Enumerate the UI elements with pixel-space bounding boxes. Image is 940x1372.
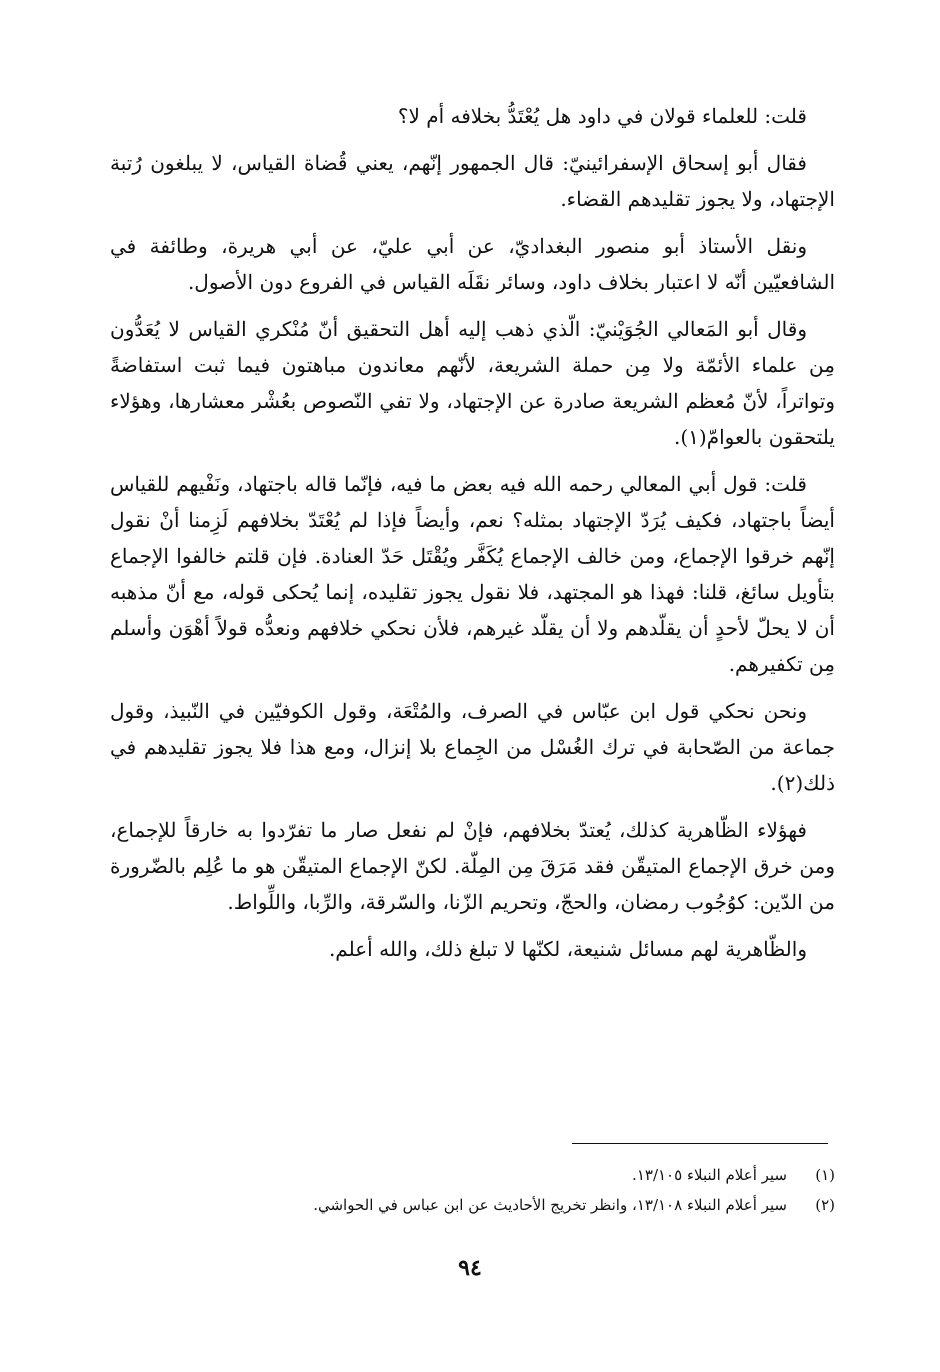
paragraph: قلت: قول أبي المعالي رحمه الله فيه بعض ما فيه، فإنّما قاله باجتهاد، ونَفْيهم للقياس أيضاً باجتهاد، فكيف يُرَدّ الإجتهاد بمثله؟ نعم، وأيضاً فإذا لم يُعْتَدّ بخلافهم لَزِمنا أنْ نقول إنّهم خرقوا الإجماع، ومن خالف الإجماع يُكَفَّر ويُقْتَل حَدّ العنادة. فإن قلتم خالفوا الإجماع بتأويل سائغ، قلنا: فهذا هو المجتهد، فلا نقول يجوز تقليده، إنما يُحكى قوله، مع أنّ مذهبه أن لا يحلّ لأحدٍ أن يقلّدهم ولا أن يقلّد غيرهم، فلأن نحكي خلافهم ونعدُّه قولاً أهْوَن وأسلم مِن تكفيرهم. — [110, 472, 835, 676]
footnote-number: (٢) — [815, 1196, 835, 1214]
paragraph: ونقل الأستاذ أبو منصور البغداديّ، عن أبي عليّ، عن أبي هريرة، وطائفة في الشافعيّين أنّه لا اعتبار بخلاف داود، وسائر نقَلَه القياس في الفروع دون الأصول. — [110, 234, 835, 294]
paragraph: قلت: للعلماء قولان في داود هل يُعْتَدُّ بخلافه أم لا؟ — [397, 104, 807, 128]
footnote-item — [110, 1160, 835, 1190]
paragraph: ونحن نحكي قول ابن عبّاس في الصرف، والمُتْعَة، وقول الكوفيّين في النّبيذ، وقول جماعة من الصّحابة في ترك الغُسْل من الجِماع بلا إنزال، ومع هذا فلا يجوز تقليدهم في ذلك(٢). — [110, 699, 835, 795]
footnotes — [110, 1160, 835, 1220]
paragraph: فقال أبو إسحاق الإسفرائينيّ: قال الجمهور إنّهم، يعني قُضاة القياس، لا يبلغون رُتبة الإجتهاد، ولا يجوز تقليدهم القضاء. — [110, 151, 835, 211]
paragraph: فهؤلاء الظّاهرية كذلك، يُعتدّ بخلافهم، فإنْ لم نفعل صار ما تفرّدوا به خارقاً للإجماع، ومن خرق الإجماع المتيقّن فقد مَرَقَ مِن المِلّة. لكنّ الإجماع المتيقّن هو ما عُلِم بالضّرورة من الدّين: كوُجُوب رمضان، والحجّ، وتحريم الزّنا، والسّرقة، والرِّبا، واللِّواط. — [110, 818, 835, 914]
footnote-number: (١) — [815, 1166, 835, 1184]
footnote-separator — [572, 1143, 828, 1144]
paragraph: وقال أبو المَعالي الجُوَيْنيّ: الّذي ذهب إليه أهل التحقيق أنّ مُنْكري القياس لا يُعَدُّون مِن علماء الأئمّة ولا مِن حملة الشريعة، لأنّهم معاندون مباهتون فيما ثبت استفاضةً وتواتراً، لأنّ مُعظم الشريعة صادرة عن الإجتهاد، ولا تفي النّصوص بعُشْر معشارها، وهؤلاء يلتحقون بالعوامّ(١). — [110, 317, 835, 449]
page-number: ٩٤ — [458, 1255, 482, 1281]
footnote-text: سير أعلام النبلاء ١٣/١٠٨، وانظر تخريج الأحاديث عن ابن عباس في الحواشي. — [313, 1196, 787, 1214]
body-text — [110, 98, 835, 978]
paragraph: والظّاهرية لهم مسائل شنيعة، لكنّها لا تبلغ ذلك، والله أعلم. — [328, 937, 807, 961]
footnote-item — [110, 1190, 835, 1220]
footnote-text: سير أعلام النبلاء ١٣/١٠٥. — [632, 1166, 787, 1184]
